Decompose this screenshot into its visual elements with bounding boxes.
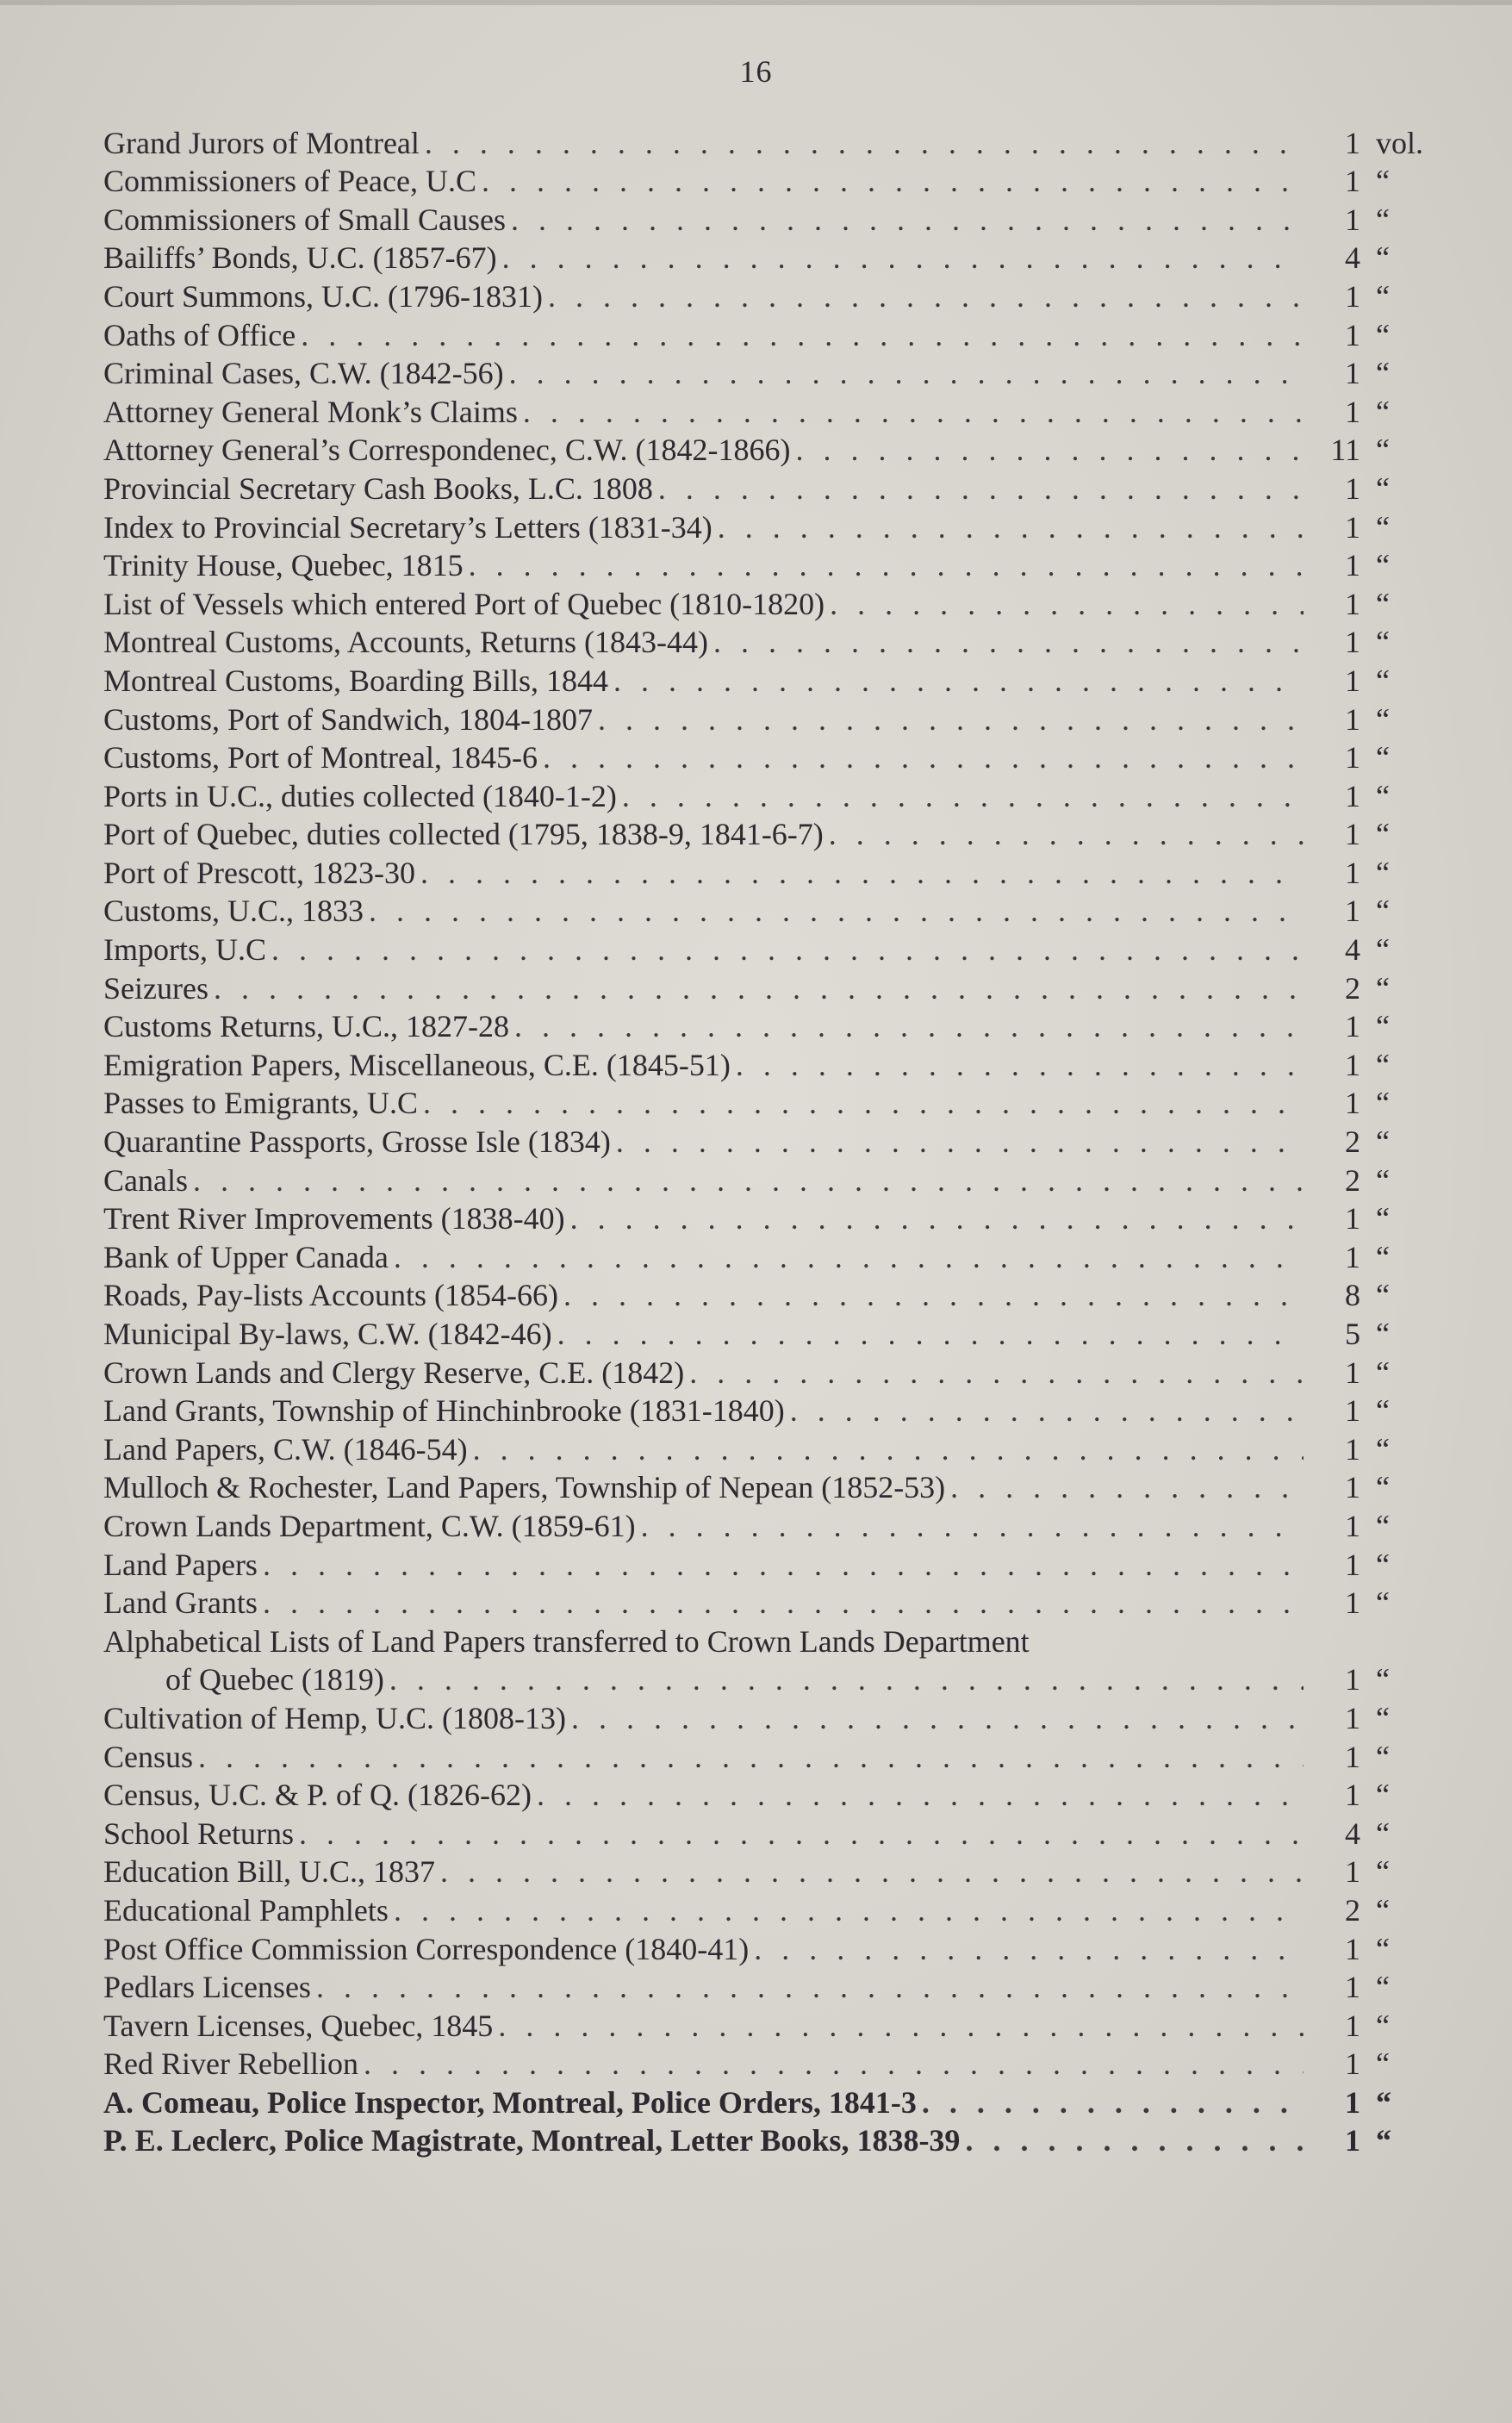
index-entry <box>103 2121 1443 2160</box>
dot-leader <box>258 1546 1304 1584</box>
index-entry-title: Commissioners of Small Causes <box>103 202 506 237</box>
page-number: 16 <box>739 54 773 89</box>
index-entry-unit: “ <box>1376 240 1390 276</box>
index-entry-unit: “ <box>1376 740 1390 775</box>
index-entry-unit: “ <box>1376 1317 1390 1351</box>
dot-leader <box>824 585 1304 623</box>
index-entry-title: Index to Provincial Secretary’s Letters (1831-34) <box>103 509 712 545</box>
index-entry <box>103 1045 1443 1084</box>
index-entry <box>103 162 1443 201</box>
index-entry-unit: “ <box>1376 470 1390 506</box>
index-entry-volume-count: 1 <box>1345 1739 1360 1774</box>
index-entry-title: Ports in U.C., duties collected (1840-1-2) <box>103 778 617 813</box>
index-entry-title: Bailiffs’ Bonds, U.C. (1857-67) <box>103 240 497 276</box>
dot-leader <box>296 316 1304 354</box>
index-entry-volume-count: 4 <box>1345 932 1360 968</box>
index-entry-unit: “ <box>1376 1278 1390 1313</box>
index-entry <box>103 1968 1443 2007</box>
index-entry-volume-count: 1 <box>1345 1547 1360 1582</box>
dot-leader <box>708 623 1304 661</box>
index-entry-title: Grand Jurors of Montreal <box>103 125 420 160</box>
index-entry-title: Post Office Commission Correspondence (1840-41) <box>103 1931 750 1966</box>
index-entry-volume-count: 1 <box>1345 2123 1360 2158</box>
index-entry-title: Bank of Upper Canada <box>103 1239 389 1274</box>
index-entry-volume-count: 1 <box>1345 1970 1360 2005</box>
index-entry-title: Pedlars Licenses <box>103 1970 311 2005</box>
dot-leader <box>389 1238 1304 1276</box>
index-entry-unit: “ <box>1376 1201 1390 1236</box>
index-entry-volume-count: 1 <box>1345 2046 1360 2082</box>
dot-leader <box>476 162 1304 200</box>
index-entry <box>103 2083 1443 2121</box>
index-entry-title: Municipal By-laws, C.W. (1842-46) <box>103 1317 552 1351</box>
dot-leader <box>611 1123 1304 1161</box>
index-entry-title: Land Grants, Township of Hinchinbrooke (1831-1840) <box>103 1393 785 1429</box>
index-entry-title: Cultivation of Hemp, U.C. (1808-13) <box>103 1700 566 1735</box>
index-entry <box>103 930 1443 969</box>
index-entry <box>103 1353 1443 1392</box>
index-entry-title: Land Papers <box>103 1547 258 1582</box>
index-entry-title-block <box>103 1622 1304 1698</box>
index-entry-unit: “ <box>1376 1355 1390 1390</box>
index-entry-unit: “ <box>1376 2046 1390 2082</box>
index-entry-volume-count: 1 <box>1345 394 1360 429</box>
index-entry-title: Port of Prescott, 1823-30 <box>103 855 415 890</box>
index-entry-volume-count: 1 <box>1345 586 1360 621</box>
index-entry-volume-count: 1 <box>1345 2008 1360 2043</box>
dot-leader <box>565 1199 1304 1237</box>
index-entry-unit: “ <box>1376 1508 1390 1543</box>
index-entry <box>103 508 1443 546</box>
dot-leader <box>608 662 1304 700</box>
dot-leader <box>504 354 1304 392</box>
index-entry-title: Crown Lands Department, C.W. (1859-61) <box>103 1508 636 1543</box>
index-entry <box>103 1237 1443 1276</box>
index-entry-title: A. Comeau, Police Inspector, Montreal, Police Orders, 1841-3 <box>103 2084 917 2120</box>
index-entry <box>103 815 1443 854</box>
index-entry-unit: “ <box>1376 1970 1390 2005</box>
index-entry <box>103 969 1443 1007</box>
index-entry-title: Red River Rebellion <box>103 2046 358 2082</box>
index-entry <box>103 776 1443 815</box>
index-entry <box>103 853 1443 892</box>
index-entry-volume-count: 1 <box>1345 1470 1360 1505</box>
page-top-edge <box>0 0 1512 5</box>
index-entry <box>103 1276 1443 1315</box>
index-entry-unit: “ <box>1376 317 1390 352</box>
index-entry-title: Attorney General’s Correspondenec, C.W. (1842-1866) <box>103 433 791 468</box>
dot-leader <box>497 239 1304 277</box>
index-entry-volume-count: 1 <box>1345 317 1360 352</box>
dot-leader <box>636 1507 1304 1545</box>
index-entry-title: Court Summons, U.C. (1796-1831) <box>103 278 544 314</box>
dot-leader <box>258 1584 1304 1622</box>
index-entry-title: Customs, Port of Montreal, 1845-6 <box>103 740 538 775</box>
index-entry-volume-count: 1 <box>1345 1585 1360 1621</box>
dot-leader <box>518 393 1304 431</box>
index-entry-unit: “ <box>1376 932 1390 968</box>
index-entry-unit: vol. <box>1376 125 1424 160</box>
index-entry <box>103 1622 1443 1698</box>
index-entry-unit: “ <box>1376 1931 1390 1966</box>
dot-leader <box>532 1776 1304 1814</box>
index-entry-volume-count: 1 <box>1345 894 1360 929</box>
dot-leader <box>311 1968 1304 2006</box>
index-entry <box>103 1122 1443 1161</box>
index-entry-volume-count: 1 <box>1345 1009 1360 1044</box>
index-entry-unit: “ <box>1376 586 1390 621</box>
dot-leader <box>749 1930 1304 1968</box>
dot-leader <box>468 1430 1304 1468</box>
index-entry-volume-count: 2 <box>1345 1124 1360 1160</box>
index-entry-unit: “ <box>1376 1431 1390 1467</box>
index-entry-unit: “ <box>1376 356 1390 391</box>
dot-leader <box>418 1084 1304 1122</box>
dot-leader <box>415 854 1304 892</box>
index-entry <box>103 431 1443 470</box>
index-entry-title: Trinity House, Quebec, 1815 <box>103 548 464 583</box>
index-entry-title: List of Vessels which entered Port of Quebec (1810-1820) <box>103 586 825 621</box>
dot-leader <box>543 277 1304 315</box>
index-entry-unit: “ <box>1376 817 1390 852</box>
index-entry-title: Alphabetical Lists of Land Papers transferred to Crown Lands Department <box>103 1623 1030 1659</box>
index-entry <box>103 1814 1443 1853</box>
index-entry-volume-count: 1 <box>1345 164 1360 199</box>
index-entry-volume-count: 2 <box>1345 1162 1360 1198</box>
index-entry-title: Customs, U.C., 1833 <box>103 894 364 929</box>
index-entry-volume-count: 1 <box>1345 1393 1360 1429</box>
index-entry-unit: “ <box>1376 1854 1390 1890</box>
index-entry-title: School Returns <box>103 1816 294 1851</box>
index-entry-unit: “ <box>1376 1585 1390 1621</box>
index-entry-title: P. E. Leclerc, Police Magistrate, Montreal, Letter Books, 1838-39 <box>103 2123 961 2158</box>
index-entry <box>103 1392 1443 1430</box>
index-entry-title: Oaths of Office <box>103 317 296 352</box>
index-entry-title: Census, U.C. & P. of Q. (1826-62) <box>103 1778 532 1813</box>
index-entry <box>103 1698 1443 1737</box>
index-entry <box>103 1737 1443 1776</box>
index-entry <box>103 1007 1443 1046</box>
index-entry-title: Census <box>103 1739 194 1774</box>
index-entry-title: Passes to Emigrants, U.C <box>103 1086 418 1121</box>
dot-leader <box>558 1276 1304 1314</box>
index-entry-volume-count: 2 <box>1345 970 1360 1006</box>
index-entry <box>103 546 1443 585</box>
index-entry-volume-count: 1 <box>1345 356 1360 391</box>
index-entry-unit: “ <box>1376 2008 1390 2043</box>
index-entry-unit: “ <box>1376 202 1390 237</box>
index-entry-unit: “ <box>1376 278 1390 314</box>
index-entry-volume-count: 1 <box>1345 1431 1360 1467</box>
index-entry-unit: “ <box>1376 548 1390 583</box>
index-entry-unit: “ <box>1376 1816 1390 1851</box>
index-entry <box>103 1468 1443 1507</box>
index-entry <box>103 200 1443 239</box>
index-entry-volume-count: 1 <box>1345 855 1360 890</box>
index-entry <box>103 315 1443 354</box>
dot-leader <box>945 1468 1304 1506</box>
index-entry-unit: “ <box>1376 1662 1390 1697</box>
index-entry-unit: “ <box>1376 1124 1390 1160</box>
index-entry-title-continuation: of Quebec (1819) <box>165 1662 384 1697</box>
index-entry-unit: “ <box>1376 1778 1390 1813</box>
index-entry <box>103 1314 1443 1353</box>
index-entry-volume-count: 1 <box>1345 509 1360 545</box>
index-entry-title: Criminal Cases, C.W. (1842-56) <box>103 356 504 391</box>
index-entry <box>103 1853 1443 1891</box>
index-entry <box>103 2045 1443 2084</box>
dot-leader <box>364 892 1304 930</box>
index-entry-unit: “ <box>1376 625 1390 660</box>
index-entry-title: Quarantine Passports, Grosse Isle (1834) <box>103 1124 611 1160</box>
dot-leader <box>389 1891 1304 1929</box>
index-entry-unit: “ <box>1376 2123 1391 2158</box>
index-entry-volume-count: 1 <box>1345 548 1360 583</box>
index-entry-volume-count: 4 <box>1345 240 1360 276</box>
index-entry-unit: “ <box>1376 1547 1390 1582</box>
index-entry <box>103 1545 1443 1584</box>
index-entry <box>103 392 1443 431</box>
index-entry <box>103 1929 1443 1968</box>
index-entry-title: Land Papers, C.W. (1846-54) <box>103 1431 468 1467</box>
index-entry <box>103 354 1443 393</box>
index-entry-unit: “ <box>1376 1162 1390 1198</box>
index-entry-volume-count: 1 <box>1345 125 1360 160</box>
index-entry <box>103 623 1443 662</box>
index-entry <box>103 892 1443 931</box>
index-entry-volume-count: 1 <box>1345 1047 1360 1082</box>
index-entry <box>103 239 1443 277</box>
index-entry-title: Imports, U.C <box>103 932 266 968</box>
index-entry-volume-count: 1 <box>1345 1239 1360 1274</box>
dot-leader <box>509 1007 1304 1045</box>
index-entry-title: Mulloch & Rochester, Land Papers, Township of Nepean (1852-53) <box>103 1470 946 1505</box>
dot-leader <box>824 815 1304 853</box>
dot-leader <box>785 1392 1304 1430</box>
dot-leader <box>617 777 1304 815</box>
dot-leader <box>684 1354 1304 1392</box>
index-entry-volume-count: 1 <box>1345 202 1360 237</box>
index-entry-volume-count: 1 <box>1345 663 1360 698</box>
index-entry-unit: “ <box>1376 701 1390 737</box>
index-entry-volume-count: 1 <box>1345 1086 1360 1121</box>
dot-leader <box>960 2121 1304 2159</box>
index-entry-volume-count: 1 <box>1345 278 1360 314</box>
index-entry <box>103 661 1443 700</box>
index-entry-unit: “ <box>1376 164 1390 199</box>
index-entry-unit: “ <box>1376 1086 1390 1121</box>
index-entry-volume-count: 8 <box>1345 1278 1360 1313</box>
index-entry-volume-count: 1 <box>1345 625 1360 660</box>
index-entry-volume-count: 1 <box>1345 1700 1360 1735</box>
index-entry <box>103 469 1443 508</box>
index-entry-volume-count: 5 <box>1345 1317 1360 1351</box>
index-entry <box>103 738 1443 777</box>
index-entry-title: Montreal Customs, Accounts, Returns (1843-44) <box>103 625 708 660</box>
index-entry <box>103 1199 1443 1238</box>
index-entry-title: Crown Lands and Clergy Reserve, C.E. (1842) <box>103 1355 685 1390</box>
index-entry <box>103 1890 1443 1929</box>
index-entry <box>103 1430 1443 1468</box>
index-entry-title: Seizures <box>103 970 208 1006</box>
index-entry-volume-count: 1 <box>1345 778 1360 813</box>
index-entry-unit: “ <box>1376 778 1390 813</box>
index-entry-title: Customs Returns, U.C., 1827-28 <box>103 1009 510 1044</box>
dot-leader <box>384 1660 1304 1698</box>
index-entry-title: Montreal Customs, Boarding Bills, 1844 <box>103 663 609 698</box>
index-entry-unit: “ <box>1376 855 1390 890</box>
index-entry-unit: “ <box>1376 433 1390 468</box>
index-entry-unit: “ <box>1376 894 1390 929</box>
dot-leader <box>208 969 1304 1007</box>
index-entry-title: Provincial Secretary Cash Books, L.C. 1808 <box>103 470 653 506</box>
index-entry-volume-count: 2 <box>1345 1892 1360 1928</box>
index-entry-unit: “ <box>1376 509 1390 545</box>
index-entry-title: Tavern Licenses, Quebec, 1845 <box>103 2008 494 2043</box>
index-entry-volume-count: 1 <box>1345 817 1360 852</box>
index-entry-unit: “ <box>1376 1470 1390 1505</box>
dot-leader <box>435 1853 1304 1890</box>
index-entry-volume-count: 1 <box>1345 2084 1360 2120</box>
index-entry-unit: “ <box>1376 1009 1390 1044</box>
dot-leader <box>552 1315 1304 1353</box>
index-entry <box>103 277 1443 315</box>
index-entry-title: Trent River Improvements (1838-40) <box>103 1201 565 1236</box>
index-entry-volume-count: 4 <box>1345 1816 1360 1851</box>
index-entry <box>103 1506 1443 1545</box>
dot-leader <box>593 701 1304 738</box>
index-entry-unit: “ <box>1376 970 1390 1006</box>
index-entry-title: Attorney General Monk’s Claims <box>103 394 518 429</box>
dot-leader <box>193 1738 1304 1776</box>
dot-leader <box>188 1162 1304 1199</box>
index-entry-unit: “ <box>1376 663 1390 698</box>
dot-leader <box>294 1815 1304 1853</box>
index-entry-title: Education Bill, U.C., 1837 <box>103 1854 435 1890</box>
index-entry <box>103 1584 1443 1623</box>
dot-leader <box>712 508 1304 546</box>
index-entry-volume-count: 1 <box>1345 740 1360 775</box>
index-entry-unit: “ <box>1376 1892 1390 1928</box>
index-entry-title: Emigration Papers, Miscellaneous, C.E. (1845-51) <box>103 1047 731 1082</box>
index-entry-title: Customs, Port of Sandwich, 1804-1807 <box>103 701 594 737</box>
index-entry-title: Land Grants <box>103 1585 258 1621</box>
index-entry <box>103 123 1443 162</box>
index-entry-volume-count: 1 <box>1345 1931 1360 1966</box>
index-entry-unit: “ <box>1376 1739 1390 1774</box>
dot-leader <box>917 2084 1304 2121</box>
index-entry <box>103 700 1443 738</box>
index-entry-title: Canals <box>103 1162 188 1198</box>
dot-leader <box>464 546 1304 584</box>
index-entry-volume-count: 1 <box>1345 701 1360 737</box>
index-entry-title: Commissioners of Peace, U.C <box>103 164 476 199</box>
index-entry-unit: “ <box>1376 1239 1390 1274</box>
index-entry-volume-count: 1 <box>1345 1778 1360 1813</box>
records-index-list <box>103 123 1443 2159</box>
dot-leader <box>358 2045 1304 2083</box>
dot-leader <box>538 738 1304 776</box>
index-entry <box>103 1084 1443 1123</box>
index-entry-unit: “ <box>1376 1393 1390 1429</box>
index-entry-unit: “ <box>1376 1047 1390 1082</box>
index-entry-volume-count: 1 <box>1345 1508 1360 1543</box>
index-entry <box>103 1161 1443 1199</box>
index-entry-volume-count: 1 <box>1345 1355 1360 1390</box>
index-entry-unit: “ <box>1376 1700 1390 1735</box>
index-entry-title: Educational Pamphlets <box>103 1892 389 1928</box>
dot-leader <box>506 201 1304 239</box>
index-entry <box>103 1776 1443 1815</box>
index-entry-volume-count: 1 <box>1345 1854 1360 1890</box>
dot-leader <box>420 124 1304 162</box>
index-entry-title: Roads, Pay-lists Accounts (1854-66) <box>103 1278 558 1313</box>
index-entry-title: Port of Quebec, duties collected (1795, 1838-9, 1841-6-7) <box>103 817 824 852</box>
index-entry <box>103 2006 1443 2045</box>
dot-leader <box>566 1699 1304 1737</box>
dot-leader <box>266 931 1304 969</box>
index-entry-unit: “ <box>1376 394 1390 429</box>
dot-leader <box>653 470 1304 508</box>
index-entry-volume-count: 1 <box>1345 1662 1360 1697</box>
dot-leader <box>731 1046 1304 1084</box>
index-entry <box>103 584 1443 623</box>
index-entry-volume-count: 1 <box>1345 470 1360 506</box>
index-entry-volume-count: 11 <box>1330 433 1360 468</box>
dot-leader <box>493 2007 1304 2045</box>
index-entry-volume-count: 1 <box>1345 1201 1360 1236</box>
index-entry-unit: “ <box>1376 2084 1391 2120</box>
dot-leader <box>790 431 1304 469</box>
